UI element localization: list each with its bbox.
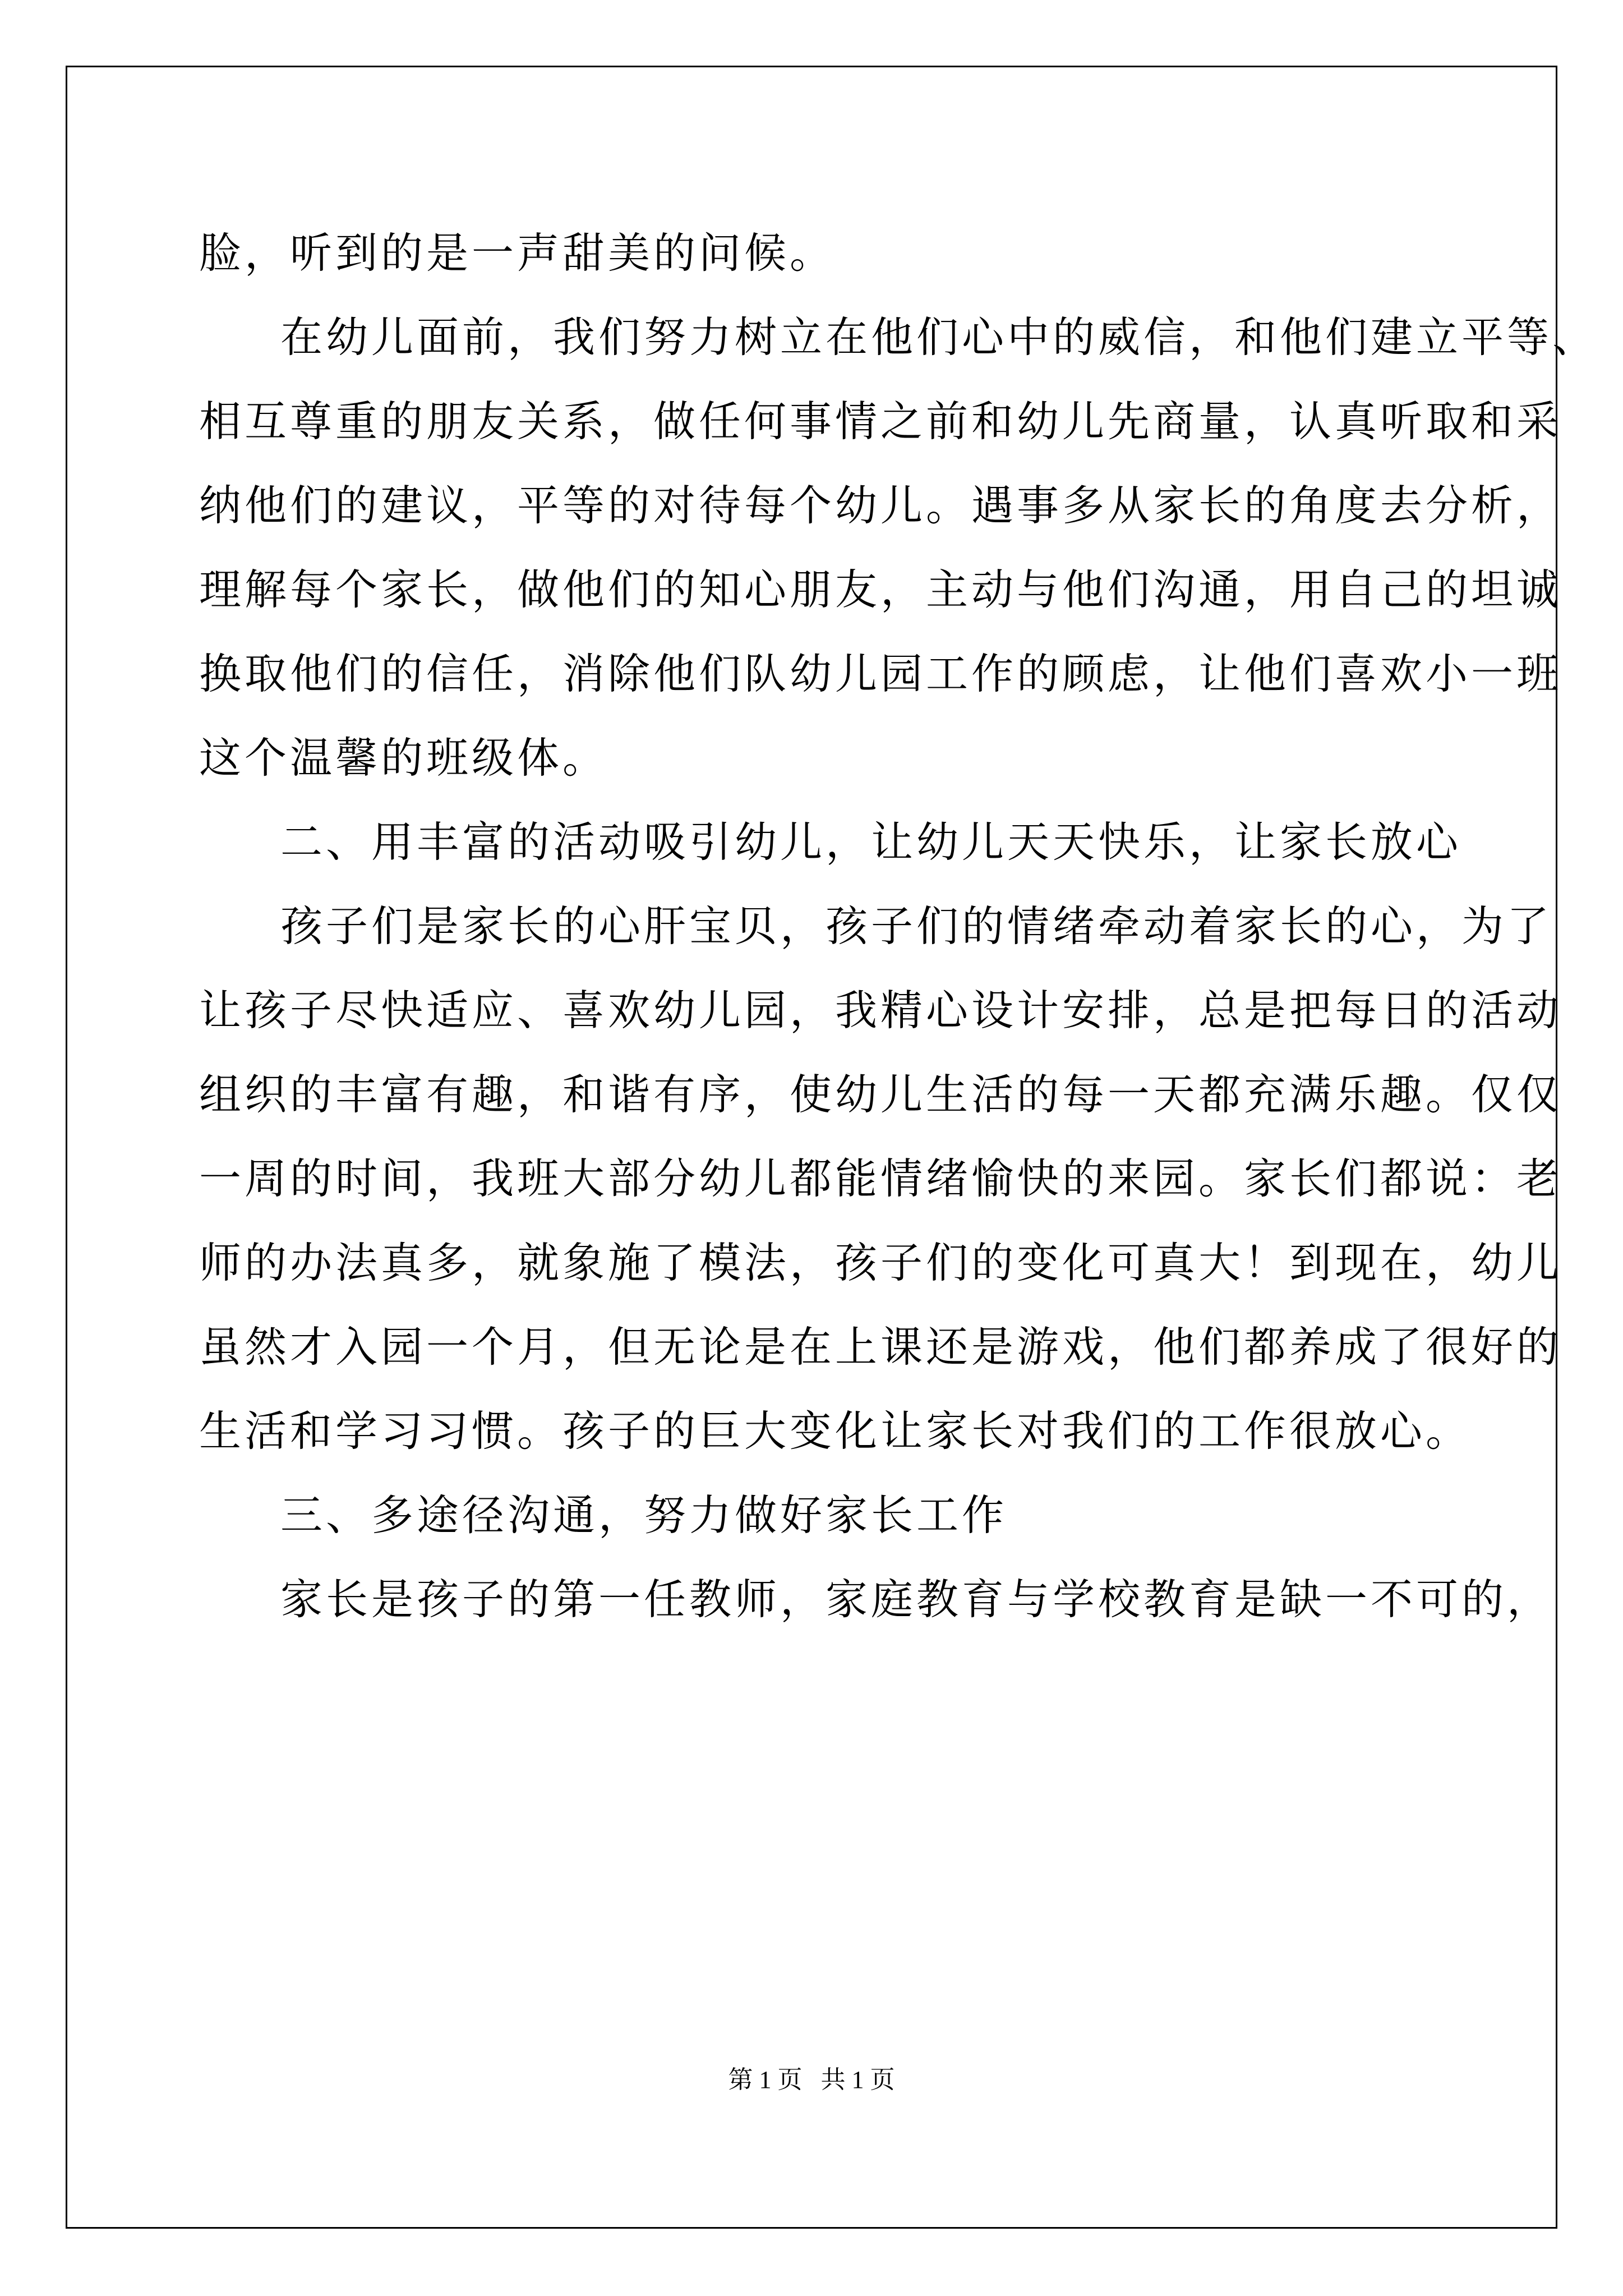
text-line: 虽然才入园一个月，但无论是在上课还是游戏，他们都养成了很好的 [199, 1322, 1562, 1372]
section-heading: 二、用丰富的活动吸引幼儿，让幼儿天天快乐，让家长放心 [280, 817, 1462, 867]
text-line: 这个温馨的班级体。 [199, 733, 608, 783]
text-line: 理解每个家长，做他们的知心朋友，主动与他们沟通，用自己的坦诚 [199, 565, 1562, 614]
text-line: 组织的丰富有趣，和谐有序，使幼儿生活的每一天都充满乐趣。仅仅 [199, 1070, 1562, 1119]
section-heading: 三、多途径沟通，努力做好家长工作 [280, 1490, 1008, 1540]
text-line: 在幼儿面前，我们努力树立在他们心中的威信，和他们建立平等、 [280, 312, 1598, 362]
page-footer: 第 1 页 共 1 页 [728, 2066, 895, 2093]
text-line: 家长是孩子的第一任教师，家庭教育与学校教育是缺一不可的， [280, 1575, 1553, 1624]
text-line: 师的办法真多，就象施了模法，孩子们的变化可真大！到现在，幼儿 [199, 1238, 1562, 1287]
text-line: 孩子们是家长的心肝宝贝，孩子们的情绪牵动着家长的心，为了 [280, 901, 1553, 951]
text-line: 让孩子尽快适应、喜欢幼儿园，我精心设计安排，总是把每日的活动 [199, 986, 1562, 1035]
text-line: 生活和学习习惯。孩子的巨大变化让家长对我们的工作很放心。 [199, 1406, 1472, 1456]
text-line: 脸，听到的是一声甜美的问候。 [199, 228, 836, 278]
text-line: 换取他们的信任，消除他们队幼儿园工作的顾虑，让他们喜欢小一班 [199, 649, 1562, 698]
text-line: 相互尊重的朋友关系，做任何事情之前和幼儿先商量，认真听取和采 [199, 397, 1562, 446]
document-body [199, 211, 1598, 1641]
text-line: 纳他们的建议，平等的对待每个幼儿。遇事多从家长的角度去分析， [199, 481, 1562, 530]
text-line: 一周的时间，我班大部分幼儿都能情绪愉快的来园。家长们都说：老 [199, 1154, 1562, 1203]
